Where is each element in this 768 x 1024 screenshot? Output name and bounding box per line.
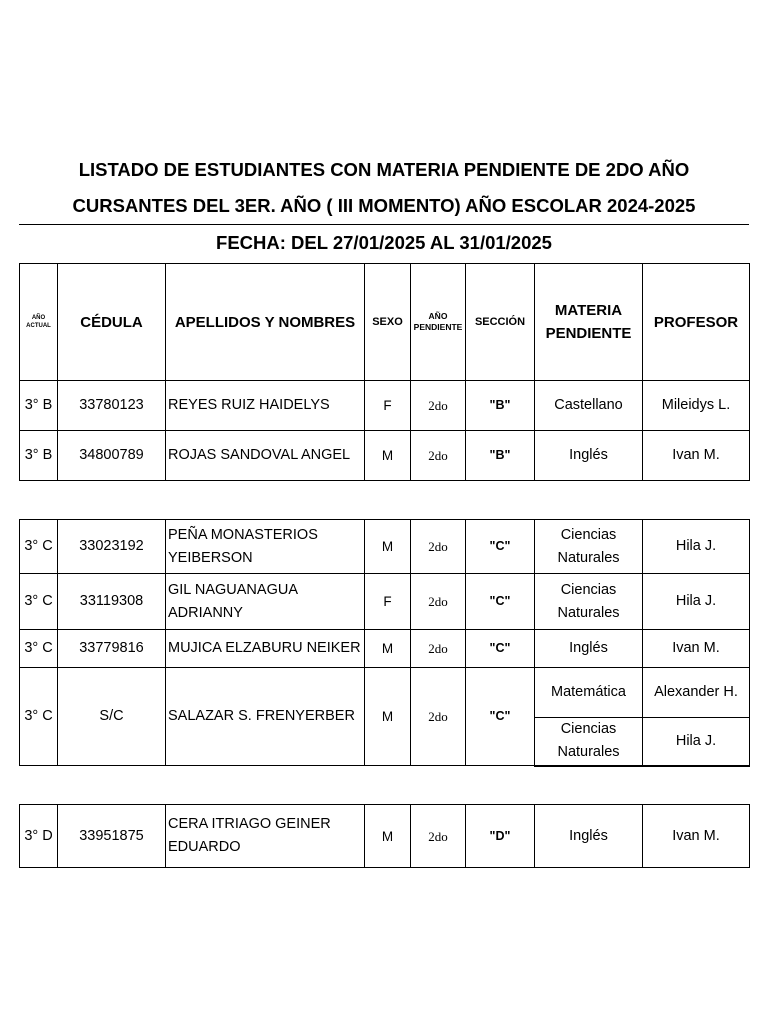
profesor-cell: Alexander H. — [643, 668, 750, 718]
sexo-cell: F — [365, 574, 411, 630]
seccion-cell: "B" — [466, 431, 535, 481]
table-row — [20, 630, 750, 668]
document-title-line-2: CURSANTES DEL 3ER. AÑO ( III MOMENTO) AÑO ESCOLAR 2024-2025 — [72, 195, 696, 216]
profesor-cell: Hila J. — [643, 574, 750, 630]
document-title-line-1: LISTADO DE ESTUDIANTES CON MATERIA PENDIENTE DE 2DO AÑO — [78, 159, 690, 180]
sexo-cell: M — [365, 668, 411, 766]
sexo-cell: M — [365, 520, 411, 574]
column-header-seccion: SECCIÓN — [466, 264, 535, 381]
table-header-row — [20, 264, 750, 381]
cedula-cell: 33119308 — [58, 574, 166, 630]
anio-cell: 3° C — [20, 574, 58, 630]
anio-cell: 3° B — [20, 381, 58, 431]
profesor-cell: Ivan M. — [643, 805, 750, 868]
column-header-anio-actual: AÑO ACTUAL — [20, 264, 58, 381]
seccion-cell: "C" — [466, 630, 535, 668]
materia-cell: Inglés — [535, 805, 643, 868]
anio-cell: 3° C — [20, 630, 58, 668]
anio-pendiente-cell: 2do — [411, 805, 466, 868]
column-header-materia: MATERIA PENDIENTE — [535, 264, 643, 381]
table-row — [20, 668, 750, 718]
materia-cell: Ciencias Naturales — [535, 574, 643, 630]
seccion-cell: "C" — [466, 574, 535, 630]
pending-subjects-table-section-d — [19, 804, 750, 868]
profesor-cell: Ivan M. — [643, 431, 750, 481]
cedula-cell: 33779816 — [58, 630, 166, 668]
profesor-cell: Hila J. — [643, 718, 750, 766]
anio-cell: 3° C — [20, 668, 58, 766]
column-header-cedula: CÉDULA — [58, 264, 166, 381]
profesor-cell: Mileidys L. — [643, 381, 750, 431]
title-divider — [19, 224, 749, 225]
materia-cell: Ciencias Naturales — [535, 520, 643, 574]
seccion-cell: "D" — [466, 805, 535, 868]
table-row — [20, 381, 750, 431]
table-row — [20, 431, 750, 481]
date-range: FECHA: DEL 27/01/2025 AL 31/01/2025 — [216, 232, 552, 253]
anio-pendiente-cell: 2do — [411, 668, 466, 766]
sexo-cell: M — [365, 431, 411, 481]
anio-pendiente-cell: 2do — [411, 574, 466, 630]
cedula-cell: 34800789 — [58, 431, 166, 481]
anio-cell: 3° B — [20, 431, 58, 481]
column-header-nombres: APELLIDOS Y NOMBRES — [166, 264, 365, 381]
column-header-anio-pendiente: AÑO PENDIENTE — [411, 264, 466, 381]
column-header-sexo: SEXO — [365, 264, 411, 381]
seccion-cell: "C" — [466, 668, 535, 766]
table-row — [20, 520, 750, 574]
table-row — [20, 805, 750, 868]
anio-pendiente-cell: 2do — [411, 520, 466, 574]
cedula-cell: S/C — [58, 668, 166, 766]
student-name-cell: CERA ITRIAGO GEINER EDUARDO — [166, 805, 365, 868]
student-name-cell: PEÑA MONASTERIOS YEIBERSON — [166, 520, 365, 574]
cedula-cell: 33780123 — [58, 381, 166, 431]
profesor-cell: Hila J. — [643, 520, 750, 574]
table-row — [20, 574, 750, 630]
column-header-profesor: PROFESOR — [643, 264, 750, 381]
materia-cell: Inglés — [535, 431, 643, 481]
pending-subjects-table-section-b — [19, 263, 750, 481]
cedula-cell: 33023192 — [58, 520, 166, 574]
student-name-cell: ROJAS SANDOVAL ANGEL — [166, 431, 365, 481]
sexo-cell: F — [365, 381, 411, 431]
student-name-cell: MUJICA ELZABURU NEIKER — [166, 630, 365, 668]
anio-cell: 3° D — [20, 805, 58, 868]
anio-cell: 3° C — [20, 520, 58, 574]
materia-cell: Castellano — [535, 381, 643, 431]
materia-cell: Ciencias Naturales — [535, 718, 643, 766]
anio-pendiente-cell: 2do — [411, 381, 466, 431]
sexo-cell: M — [365, 630, 411, 668]
student-name-cell: GIL NAGUANAGUA ADRIANNY — [166, 574, 365, 630]
student-name-cell: SALAZAR S. FRENYERBER — [166, 668, 365, 766]
sexo-cell: M — [365, 805, 411, 868]
profesor-cell: Ivan M. — [643, 630, 750, 668]
cedula-cell: 33951875 — [58, 805, 166, 868]
materia-cell: Inglés — [535, 630, 643, 668]
anio-pendiente-cell: 2do — [411, 630, 466, 668]
anio-pendiente-cell: 2do — [411, 431, 466, 481]
materia-cell: Matemática — [535, 668, 643, 718]
seccion-cell: "C" — [466, 520, 535, 574]
student-name-cell: REYES RUIZ HAIDELYS — [166, 381, 365, 431]
seccion-cell: "B" — [466, 381, 535, 431]
pending-subjects-table-section-c — [19, 519, 750, 767]
